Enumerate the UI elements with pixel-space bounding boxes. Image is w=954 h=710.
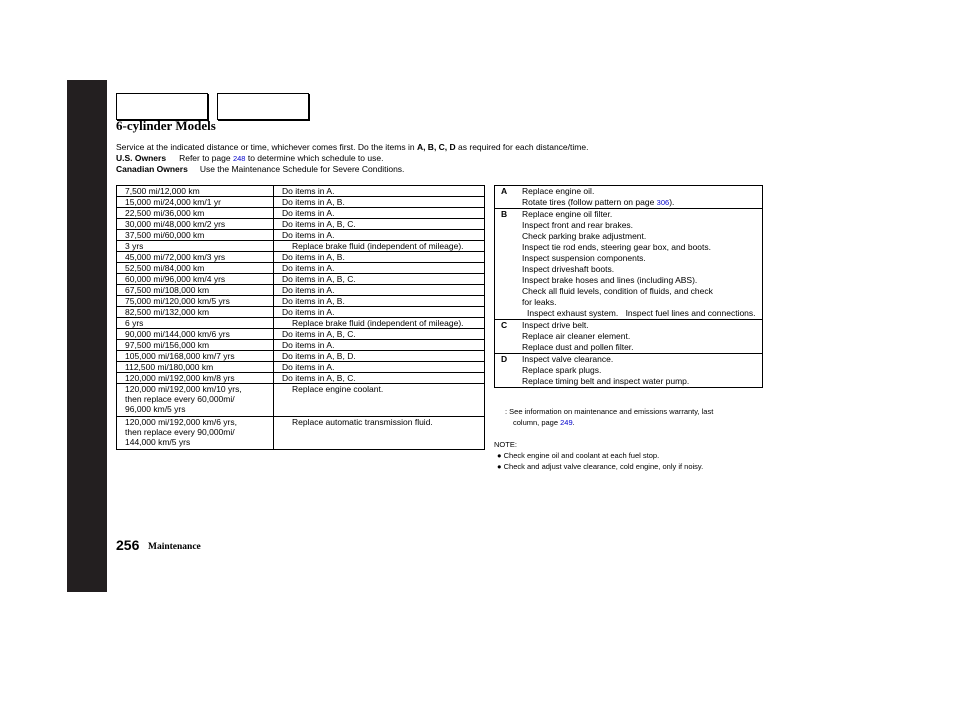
intro-text: Service at the indicated distance or time, whichever comes first. Do the items in bbox=[116, 142, 417, 152]
us-owners-text: Refer to page bbox=[179, 153, 233, 163]
list-item: Inspect tie rod ends, steering gear box, and boots. bbox=[522, 242, 712, 252]
page-249-link[interactable]: 249 bbox=[560, 418, 573, 427]
distance-cell: 112,500 mi/180,000 km bbox=[117, 362, 274, 373]
distance-line: 120,000 mi/192,000 km/6 yrs, bbox=[125, 417, 237, 427]
note-bullet-1 bbox=[494, 450, 703, 461]
table-row bbox=[117, 329, 485, 340]
page-title: 6-cylinder Models bbox=[116, 118, 216, 133]
schedule-table bbox=[116, 185, 485, 450]
distance-cell: 60,000 mi/96,000 km/4 yrs bbox=[117, 274, 274, 285]
action-text: Replace brake fluid (independent of mileage). bbox=[292, 318, 464, 328]
bullet-icon: ● bbox=[497, 462, 502, 471]
footnote-line: : See information on maintenance and emissions warranty, last bbox=[505, 407, 714, 416]
table-row bbox=[117, 285, 485, 296]
page-306-link[interactable]: 306 bbox=[656, 198, 670, 207]
note-bullet-2 bbox=[494, 461, 703, 472]
item-key: A bbox=[495, 186, 523, 209]
item-list bbox=[522, 209, 763, 320]
distance-line: then replace every 60,000mi/ bbox=[125, 394, 235, 404]
table-row bbox=[117, 318, 485, 329]
item-group-a bbox=[495, 186, 763, 209]
action-cell: Do items in A, B, C. bbox=[274, 274, 485, 285]
action-cell: Do items in A, B, C. bbox=[274, 219, 485, 230]
footnote bbox=[505, 406, 713, 428]
bullet-icon: ● bbox=[497, 451, 502, 460]
distance-cell: 6 yrs bbox=[117, 318, 274, 329]
footnote-text: column, page bbox=[513, 418, 561, 427]
list-item: Check parking brake adjustment. bbox=[522, 231, 647, 241]
header-tab-box-2 bbox=[217, 93, 309, 120]
distance-cell: 82,500 mi/132,000 km bbox=[117, 307, 274, 318]
table-row bbox=[117, 340, 485, 351]
side-tab-bar bbox=[67, 80, 107, 592]
distance-cell bbox=[117, 417, 274, 450]
action-cell: Do items in A. bbox=[274, 208, 485, 219]
list-item bbox=[522, 197, 758, 208]
note-text: Check engine oil and coolant at each fuel stop. bbox=[503, 451, 660, 460]
table-row bbox=[117, 241, 485, 252]
action-cell: Do items in A. bbox=[274, 263, 485, 274]
action-cell: Do items in A, B. bbox=[274, 296, 485, 307]
item-group-d bbox=[495, 354, 763, 388]
table-row bbox=[117, 307, 485, 318]
list-item: Replace timing belt and inspect water pump. bbox=[522, 376, 690, 386]
page-248-link[interactable]: 248 bbox=[232, 154, 246, 163]
action-text: Replace automatic transmission fluid. bbox=[292, 417, 433, 427]
distance-cell: 67,500 mi/108,000 km bbox=[117, 285, 274, 296]
canadian-owners-line bbox=[116, 164, 588, 175]
item-key: B bbox=[495, 209, 523, 320]
note-heading: NOTE: bbox=[494, 440, 517, 449]
table-row bbox=[117, 263, 485, 274]
list-item: Replace engine oil filter. bbox=[522, 209, 613, 219]
action-cell: Do items in A, B, C. bbox=[274, 373, 485, 384]
us-owners-label: U.S. Owners bbox=[116, 153, 167, 163]
action-cell: Do items in A. bbox=[274, 230, 485, 241]
table-row bbox=[117, 186, 485, 197]
list-item: Inspect suspension components. bbox=[522, 253, 646, 263]
header-tab-box-1 bbox=[116, 93, 208, 120]
page-number: 256 bbox=[116, 537, 140, 553]
maintenance-items-table bbox=[494, 185, 763, 388]
item-key: C bbox=[495, 320, 523, 354]
item-list bbox=[522, 354, 763, 388]
list-item: Inspect drive belt. bbox=[522, 320, 589, 330]
item-list bbox=[522, 320, 763, 354]
action-cell bbox=[274, 417, 485, 450]
distance-cell: 22,500 mi/36,000 km bbox=[117, 208, 274, 219]
table-row bbox=[117, 373, 485, 384]
distance-cell: 120,000 mi/192,000 km/8 yrs bbox=[117, 373, 274, 384]
list-item-text-end: ). bbox=[669, 197, 675, 207]
intro-bold-items: A, B, C, D bbox=[416, 142, 456, 152]
intro-text-end: as required for each distance/time. bbox=[455, 142, 589, 152]
table-row bbox=[117, 197, 485, 208]
intro-line-1 bbox=[116, 142, 588, 153]
us-owners-line bbox=[116, 153, 588, 164]
table-row bbox=[117, 252, 485, 263]
distance-cell: 7,500 mi/12,000 km bbox=[117, 186, 274, 197]
us-owners-text-end: to determine which schedule to use. bbox=[245, 153, 384, 163]
table-row bbox=[117, 274, 485, 285]
item-key: D bbox=[495, 354, 523, 388]
action-cell: Do items in A, B. bbox=[274, 252, 485, 263]
list-item: Check all fluid levels, condition of fluids, and check bbox=[522, 286, 713, 296]
action-cell: Do items in A. bbox=[274, 186, 485, 197]
canadian-owners-label: Canadian Owners bbox=[116, 164, 188, 174]
list-item: Inspect driveshaft boots. bbox=[522, 264, 615, 274]
table-row bbox=[117, 417, 485, 450]
distance-cell: 105,000 mi/168,000 km/7 yrs bbox=[117, 351, 274, 362]
item-group-b bbox=[495, 209, 763, 320]
intro-block bbox=[116, 142, 588, 175]
action-cell: Do items in A. bbox=[274, 285, 485, 296]
footnote-text-end: . bbox=[572, 418, 575, 427]
list-item: Inspect fuel lines and connections. bbox=[625, 308, 756, 318]
distance-cell: 45,000 mi/72,000 km/3 yrs bbox=[117, 252, 274, 263]
list-item: Replace dust and pollen filter. bbox=[522, 342, 634, 352]
distance-cell: 90,000 mi/144,000 km/6 yrs bbox=[117, 329, 274, 340]
list-item: Replace spark plugs. bbox=[522, 365, 602, 375]
distance-line: 144,000 km/5 yrs bbox=[125, 437, 191, 447]
action-text: Replace brake fluid (independent of mileage). bbox=[292, 241, 464, 251]
action-cell bbox=[274, 241, 485, 252]
distance-line: 120,000 mi/192,000 km/10 yrs, bbox=[125, 384, 242, 394]
item-group-c bbox=[495, 320, 763, 354]
action-cell bbox=[274, 384, 485, 417]
action-cell: Do items in A. bbox=[274, 307, 485, 318]
item-list bbox=[522, 186, 763, 209]
table-row bbox=[117, 219, 485, 230]
distance-cell: 30,000 mi/48,000 km/2 yrs bbox=[117, 219, 274, 230]
distance-cell: 3 yrs bbox=[117, 241, 274, 252]
list-item: for leaks. bbox=[522, 297, 557, 307]
table-row bbox=[117, 384, 485, 417]
distance-cell: 37,500 mi/60,000 km bbox=[117, 230, 274, 241]
list-item: Inspect front and rear brakes. bbox=[522, 220, 634, 230]
list-item: Replace air cleaner element. bbox=[522, 331, 631, 341]
distance-cell bbox=[117, 384, 274, 417]
distance-cell: 97,500 mi/156,000 km bbox=[117, 340, 274, 351]
distance-cell: 15,000 mi/24,000 km/1 yr bbox=[117, 197, 274, 208]
table-row bbox=[117, 296, 485, 307]
action-cell: Do items in A, B, C. bbox=[274, 329, 485, 340]
list-item-text: Rotate tires (follow pattern on page bbox=[522, 197, 657, 207]
footnote-line bbox=[505, 417, 713, 428]
table-row bbox=[117, 362, 485, 373]
distance-line: then replace every 90,000mi/ bbox=[125, 427, 235, 437]
note-text: Check and adjust valve clearance, cold engine, only if noisy. bbox=[503, 462, 704, 471]
action-cell: Do items in A, B, D. bbox=[274, 351, 485, 362]
table-row bbox=[117, 230, 485, 241]
canadian-owners-text: Use the Maintenance Schedule for Severe Conditions. bbox=[199, 164, 405, 174]
note-block bbox=[494, 439, 703, 472]
action-cell: Do items in A. bbox=[274, 362, 485, 373]
action-cell: Do items in A, B. bbox=[274, 197, 485, 208]
table-row bbox=[117, 351, 485, 362]
list-item: Inspect brake hoses and lines (including ABS). bbox=[522, 275, 698, 285]
action-cell bbox=[274, 318, 485, 329]
distance-cell: 52,500 mi/84,000 km bbox=[117, 263, 274, 274]
list-item: Inspect valve clearance. bbox=[522, 354, 614, 364]
table-row bbox=[117, 208, 485, 219]
section-name: Maintenance bbox=[148, 542, 201, 552]
action-cell: Do items in A. bbox=[274, 340, 485, 351]
action-text: Replace engine coolant. bbox=[292, 384, 384, 394]
distance-line: 96,000 km/5 yrs bbox=[125, 404, 186, 414]
list-item: Replace engine oil. bbox=[522, 186, 595, 196]
list-item: Inspect exhaust system. bbox=[527, 308, 619, 318]
distance-cell: 75,000 mi/120,000 km/5 yrs bbox=[117, 296, 274, 307]
